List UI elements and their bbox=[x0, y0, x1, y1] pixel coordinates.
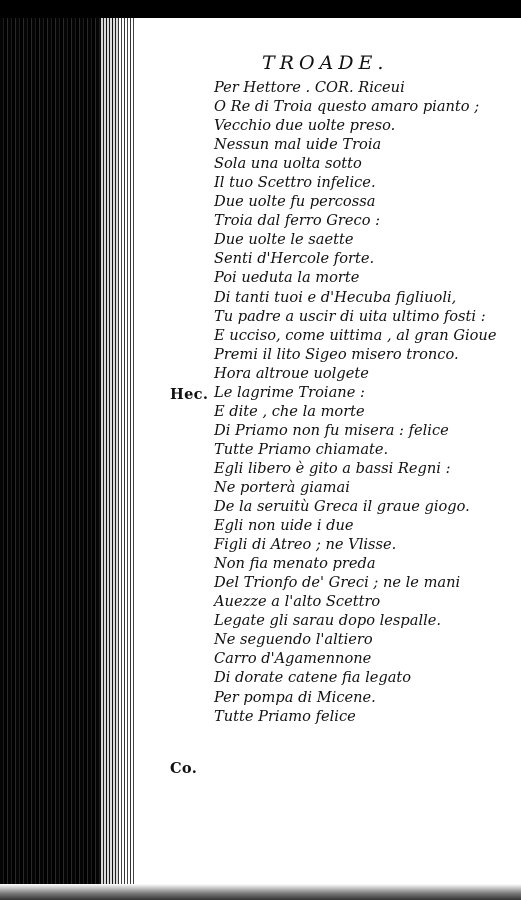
verse-line: De la seruitù Greca il graue giogo. bbox=[214, 498, 470, 516]
verse-line: Carro d'Agamennone bbox=[214, 650, 372, 668]
verse-line: Troia dal ferro Greco : bbox=[214, 212, 381, 230]
verse-line: Ne seguendo l'altiero bbox=[214, 631, 373, 649]
verse-line: Nessun mal uide Troia bbox=[214, 136, 382, 154]
verse-line: Due uolte le saette bbox=[214, 231, 354, 249]
verse-line: Di tanti tuoi e d'Hecuba figliuoli, bbox=[214, 288, 457, 306]
verse-line: Egli libero è gito a bassi Regni : bbox=[214, 459, 451, 477]
verse-line: Di Priamo non fu misera : felice bbox=[214, 421, 449, 439]
verse-line: Le lagrime Troiane : bbox=[214, 383, 365, 401]
verse-line: Poi ueduta la morte bbox=[214, 269, 360, 287]
verse-line: Del Trionfo de' Greci ; ne le mani bbox=[214, 574, 461, 592]
speaker-label-hecuba: Hec. bbox=[170, 386, 209, 403]
verse-line: Sola una uolta sotto bbox=[214, 155, 362, 173]
verse-line: Premi il lito Sigeo misero tronco. bbox=[214, 345, 459, 363]
verse-line: Non fia menato preda bbox=[214, 555, 376, 573]
verse-line: Figli di Atreo ; ne Vlisse. bbox=[214, 536, 397, 554]
verse-line: Due uolte fu percossa bbox=[214, 193, 376, 211]
verse-line: Tutte Priamo felice bbox=[214, 707, 356, 725]
verse-lines bbox=[214, 78, 514, 726]
running-head: TROADE. bbox=[262, 52, 389, 74]
verse-line: E ucciso, come uittima , al gran Gioue bbox=[214, 326, 497, 344]
speaker-label-coro: Co. bbox=[170, 760, 198, 777]
verse-line: Egli non uide i due bbox=[214, 517, 354, 535]
verse-line: Legate gli sarau dopo lespalle. bbox=[214, 612, 442, 630]
verse-line: Di dorate catene fia legato bbox=[214, 669, 412, 687]
verse-line: Auezze a l'alto Scettro bbox=[214, 593, 381, 611]
verse-line: Tu padre a uscir di uita ultimo fosti : bbox=[214, 307, 486, 325]
verse-line: Tutte Priamo chiamate. bbox=[214, 440, 389, 458]
verse-line: E dite , che la morte bbox=[214, 402, 365, 420]
bottom-shadow bbox=[0, 884, 521, 900]
verse-line: Ne porterà giamai bbox=[214, 478, 350, 496]
verse-line: Hora altroue uolgete bbox=[214, 364, 369, 382]
verse-line: O Re di Troia questo amaro pianto ; bbox=[214, 98, 480, 116]
verse-line: Il tuo Scettro infelice. bbox=[214, 174, 376, 192]
top-shadow bbox=[0, 0, 521, 18]
verse-line: Per Hettore . COR. Riceui bbox=[214, 79, 405, 96]
verse-line: Vecchio due uolte preso. bbox=[214, 117, 396, 135]
verse-line: Senti d'Hercole forte. bbox=[214, 250, 375, 268]
verse-line: Per pompa di Micene. bbox=[214, 688, 376, 706]
page-edges bbox=[100, 0, 136, 900]
